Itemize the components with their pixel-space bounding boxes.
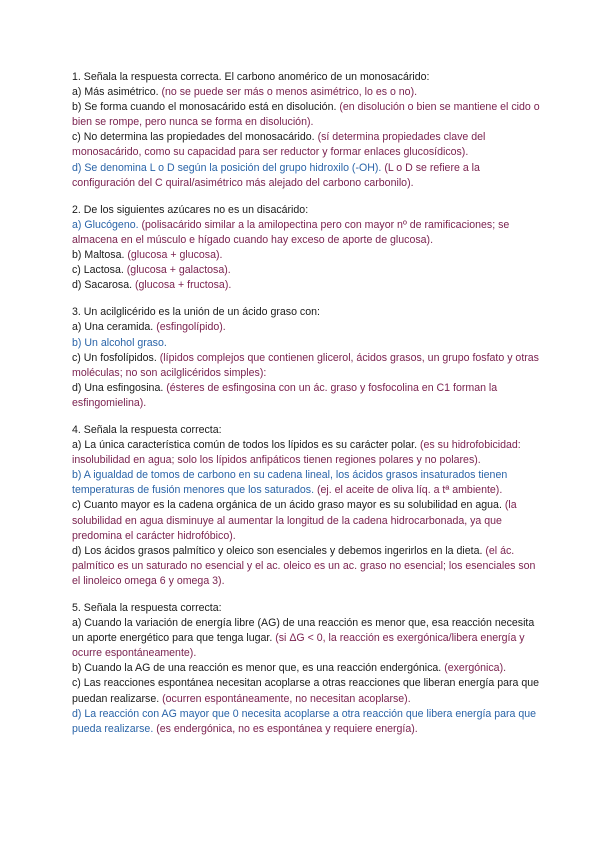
option-text: a) Cuando la variación de energía libre (AG) de una reacción es menor que, esa reacción necesita un aporte energético para que tenga lugar.: [72, 617, 535, 645]
answer-option-d: [72, 544, 540, 589]
option-note: (lípidos complejos que contienen glicerol, ácidos grasos, un grupo fosfato y otras moléculas; no son acilglicéridos simples):: [72, 351, 539, 379]
answer-option-d: [72, 381, 540, 411]
answer-option-c: [72, 676, 540, 706]
option-note: (si ΔG < 0, la reacción es exergónica/libera energía y ocurre espontáneamente).: [72, 632, 525, 660]
answer-option-c: [72, 351, 540, 381]
answer-option-c: [72, 498, 540, 543]
option-note: (en disolución o bien se mantiene el cido o bien se rompe, pero nunca se forma en disolución).: [72, 101, 540, 129]
option-text: c) Las reacciones espontánea necesitan acoplarse a otras reacciones que liberan energía para que puedan realizarse.: [72, 677, 540, 705]
option-text: b) A igualdad de tomos de carbono en su cadena lineal, los ácidos grasos insaturados tienen temperaturas de fusión menores que los saturados.: [72, 469, 508, 497]
option-text: d) Sacarosa.: [72, 279, 133, 292]
question-title: 4. Señala la respuesta correcta:: [72, 423, 222, 436]
option-note: (glucosa + glucosa).: [127, 249, 223, 262]
answer-option-d-correct: [72, 161, 540, 191]
option-text: c) Cuanto mayor es la cadena orgánica de un ácido graso mayor es su solubilidad en agua.: [72, 499, 502, 512]
answer-option-c: [72, 263, 540, 278]
question-3: [72, 305, 540, 411]
question-5: [72, 601, 540, 737]
question-4: [72, 423, 540, 589]
option-text: d) Se denomina L o D según la posición del grupo hidroxilo (-OH).: [72, 161, 382, 174]
option-text: a) Glucógeno.: [72, 218, 139, 231]
answer-option-d: [72, 278, 540, 293]
option-note: (sí determina propiedades clave del monosacárido, como su capacidad para ser reductor y formar enlaces glucosídicos).: [72, 131, 486, 159]
answer-option-a: [72, 438, 540, 468]
option-note: (es su hidrofobicidad: insolubilidad en agua; solo los lípidos anfipáticos tienen regiones polares y no polares).: [72, 439, 521, 467]
answer-option-a: [72, 85, 540, 100]
option-text: d) Los ácidos grasos palmítico y oleico son esenciales y debemos ingerirlos en la dieta.: [72, 544, 483, 557]
question-title: 5. Señala la respuesta correcta:: [72, 602, 222, 614]
answer-option-c: [72, 130, 540, 160]
option-text: d) La reacción con AG mayor que 0 necesita acoplarse a otra reacción que libera energía para que pueda realizarse.: [72, 707, 537, 735]
question-title: 2. De los siguientes azúcares no es un disacárido:: [72, 203, 309, 216]
question-1: [72, 70, 540, 191]
question-2: [72, 203, 540, 294]
answer-option-a: [72, 320, 540, 335]
option-text: a) Más asimétrico.: [72, 86, 159, 99]
answer-option-b: [72, 661, 540, 676]
option-text: a) Una ceramida.: [72, 321, 154, 334]
question-title: 1. Señala la respuesta correcta. El carbono anomérico de un monosacárido:: [72, 71, 430, 83]
option-note: (exergónica).: [444, 662, 507, 675]
answer-option-b-correct: [72, 468, 540, 498]
question-title: 3. Un acilglicérido es la unión de un ácido graso con:: [72, 306, 320, 319]
option-note: (glucosa + fructosa).: [135, 279, 232, 292]
option-note: (ocurren espontáneamente, no necesitan acoplarse).: [162, 692, 411, 705]
option-text: d) Una esfingosina.: [72, 381, 164, 394]
answer-option-b-correct: [72, 336, 540, 351]
answer-option-a: [72, 616, 540, 661]
option-text: b) Un alcohol graso.: [72, 336, 167, 349]
option-text: b) Cuando la AG de una reacción es menor que, es una reacción endergónica.: [72, 662, 442, 675]
option-note: (polisacárido similar a la amilopectina pero con mayor nº de ramificaciones; se almacena en el músculo e hígado cuando hay exceso de aporte de glucosa).: [72, 218, 510, 246]
option-note: (ésteres de esfingosina con un ác. graso y fosfocolina en C1 forman la esfingomielina).: [72, 381, 498, 409]
option-note: (esfingolípido).: [156, 321, 226, 334]
option-text: c) Lactosa.: [72, 264, 124, 277]
option-note: (ej. el aceite de oliva líq. a tª ambiente).: [316, 484, 503, 497]
option-note: (es endergónica, no es espontánea y requiere energía).: [156, 722, 418, 735]
option-note: (no se puede ser más o menos asimétrico, lo es o no).: [161, 86, 418, 99]
option-text: b) Maltosa.: [72, 249, 125, 262]
option-note: (L o D se refiere a la configuración del C quiral/asimétrico más alejado del carbono carbonilo).: [72, 161, 480, 189]
option-text: a) La única característica común de todos los lípidos es su carácter polar.: [72, 439, 418, 452]
answer-option-d-correct: [72, 707, 540, 737]
option-note: (la solubilidad en agua disminuye al aumentar la longitud de la cadena hidrocarbonada, ya que predomina el carácter hidrofóbico).: [72, 499, 517, 542]
option-text: c) No determina las propiedades del monosacárido.: [72, 131, 315, 144]
answer-option-a-correct: [72, 218, 540, 248]
answer-option-b: [72, 248, 540, 263]
option-note: (glucosa + galactosa).: [126, 264, 231, 277]
answer-option-b: [72, 100, 540, 130]
option-text: b) Se forma cuando el monosacárido está en disolución.: [72, 101, 337, 114]
option-text: c) Un fosfolípidos.: [72, 351, 157, 364]
option-note: (el ác. palmítico es un saturado no esencial y el ac. oleico es un ac. graso no esencial; los esenciales son el linoleico omega 6 y omega 3).: [72, 544, 536, 587]
